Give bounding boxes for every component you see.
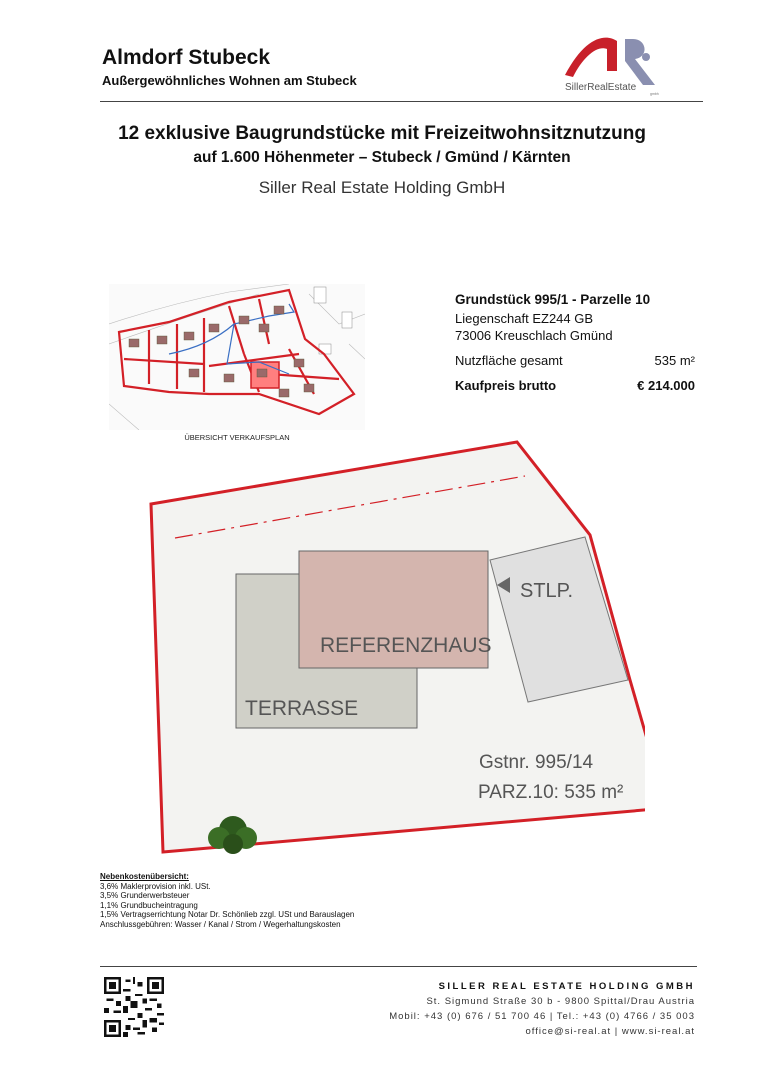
headline-main: 12 exklusive Baugrundstücke mit Freizeitwohnsitznutzung xyxy=(118,123,646,144)
cost-item: 3,6% Maklerprovision inkl. USt. xyxy=(100,881,211,891)
overview-site-plan xyxy=(109,284,365,430)
cost-item: Anschlussgebühren: Wasser / Kanal / Strom / Wegerhaltungskosten xyxy=(100,919,341,929)
area-row xyxy=(455,352,695,369)
gstnr-label: Gstnr. 995/14 xyxy=(479,752,594,773)
property-location: 73006 Kreuschlach Gmünd xyxy=(455,328,613,343)
price-row xyxy=(455,377,695,394)
cost-overview xyxy=(100,872,354,929)
overview-caption: ÜBERSICHT VERKAUFSPLAN xyxy=(184,433,290,442)
company-name: Siller Real Estate Holding GmbH xyxy=(258,178,506,197)
footer-address: St. Sigmund Straße 30 b - 9800 Spittal/Drau Austria xyxy=(426,996,695,1007)
parcel-plan xyxy=(145,440,645,860)
area-value: 535 m² xyxy=(654,353,695,368)
cost-heading: Nebenkostenübersicht: xyxy=(100,872,189,881)
logo-swoosh-red xyxy=(565,38,617,77)
qr-code-icon xyxy=(104,977,164,1037)
logo-text: SillerRealEstate xyxy=(565,82,637,93)
headline-sub: auf 1.600 Höhenmeter – Stubeck / Gmünd / Kärnten xyxy=(193,149,571,166)
property-info xyxy=(455,291,695,394)
parking-label: STLP. xyxy=(520,580,573,602)
logo-dot xyxy=(642,53,650,61)
footer-contact xyxy=(389,979,695,1039)
brand-title: Almdorf Stubeck xyxy=(102,46,271,69)
logo-r-shape xyxy=(617,39,655,85)
footer-web[interactable]: office@si-real.at | www.si-real.at xyxy=(525,1026,695,1037)
header-divider xyxy=(100,101,703,102)
cost-item: 1,5% Vertragserrichtung Notar Dr. Schönlieb zzgl. USt und Barauslagen xyxy=(100,910,355,919)
footer-company: SILLER REAL ESTATE HOLDING GMBH xyxy=(438,981,695,992)
price-label: Kaufpreis brutto xyxy=(455,378,557,393)
footer-phones: Mobil: +43 (0) 676 / 51 700 46 | Tel.: +43 (0) 4766 / 35 003 xyxy=(389,1011,695,1022)
property-title: Grundstück 995/1 - Parzelle 10 xyxy=(455,292,651,307)
siller-logo xyxy=(555,27,675,97)
footer-divider xyxy=(100,966,697,967)
brand-subtitle: Außergewöhnliches Wohnen am Stubeck xyxy=(102,73,357,88)
parz-label: PARZ.10: 535 m² xyxy=(478,782,624,803)
cost-item: 3,5% Grunderwerbsteuer xyxy=(100,891,190,900)
area-label: Nutzfläche gesamt xyxy=(455,353,563,368)
logo-small-text: gmbh xyxy=(650,92,659,96)
house-label: REFERENZHAUS xyxy=(320,634,492,657)
property-registry: Liegenschaft EZ244 GB xyxy=(455,311,594,326)
terrace-label: TERRASSE xyxy=(245,697,359,720)
price-value: € 214.000 xyxy=(637,378,695,393)
cost-item: 1,1% Grundbucheintragung xyxy=(100,900,198,910)
